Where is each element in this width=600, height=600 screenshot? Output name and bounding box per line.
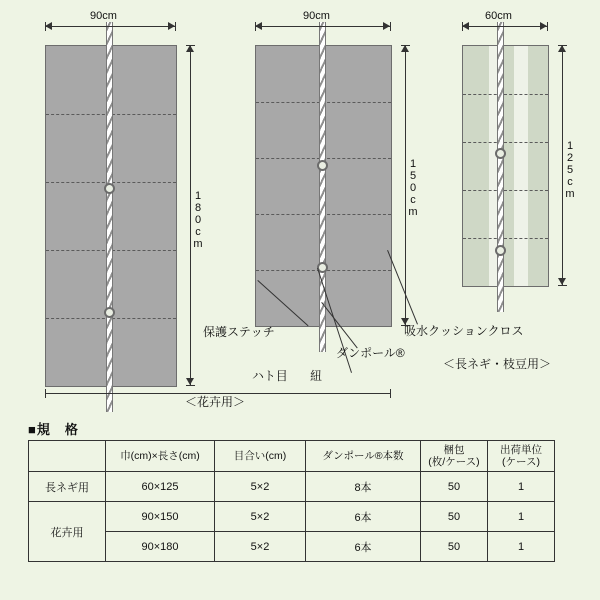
row-name: 長ネギ用	[29, 472, 106, 502]
row-poles: 6本	[306, 532, 421, 562]
row-pack: 50	[421, 532, 488, 562]
dimension-line-width	[45, 26, 175, 27]
header-pack-line1: 梱包	[443, 444, 465, 456]
table-header-row	[29, 441, 555, 472]
table-row	[29, 532, 555, 562]
row-unit: 1	[488, 472, 555, 502]
row-pack: 50	[421, 502, 488, 532]
row-unit: 1	[488, 502, 555, 532]
callout-eyelet: ハト目	[252, 369, 288, 383]
caption-negi: ＜長ネギ・枝豆用＞	[443, 357, 552, 371]
row-unit: 1	[488, 532, 555, 562]
dimension-arrow	[186, 378, 194, 385]
dimension-arrow	[401, 45, 409, 52]
panel-height-label: 125cm	[564, 140, 576, 200]
row-mesh: 5×2	[215, 532, 306, 562]
panel-height-label: 150cm	[407, 158, 419, 218]
row-mesh: 5×2	[215, 502, 306, 532]
header-blank	[29, 441, 106, 472]
table-row	[29, 502, 555, 532]
dimension-tick	[390, 22, 391, 31]
header-size: 巾(cm)×長さ(cm)	[106, 441, 215, 472]
eyelet-icon	[317, 160, 328, 171]
dimension-tick	[390, 389, 391, 398]
dimension-arrow	[168, 22, 175, 30]
eyelet-icon	[495, 148, 506, 159]
panel-width-label: 60cm	[485, 10, 512, 22]
header-pack-line2: (枚/ケース)	[428, 456, 480, 469]
panel-row-divider	[463, 142, 548, 143]
panel-row-divider	[463, 190, 548, 191]
dimension-tick	[186, 385, 195, 386]
header-unit-line2: (ケース)	[502, 456, 540, 469]
panel-width-label: 90cm	[303, 10, 330, 22]
row-poles: 6本	[306, 502, 421, 532]
flower-range-line	[45, 393, 390, 394]
eyelet-icon	[104, 307, 115, 318]
row-mesh: 5×2	[215, 472, 306, 502]
callout-stitch: 保護ステッチ	[203, 325, 275, 339]
dimension-tick	[558, 285, 567, 286]
dimension-tick	[175, 22, 176, 31]
dimension-arrow	[383, 22, 390, 30]
dimension-arrow	[45, 22, 52, 30]
row-pack: 50	[421, 472, 488, 502]
callout-cord: 紐	[310, 369, 323, 383]
header-poles: ダンポール®本数	[306, 441, 421, 472]
callout-dampole: ダンポール®	[336, 346, 405, 360]
panel-row-divider	[463, 238, 548, 239]
callout-cloth: 吸水クッションクロス	[404, 324, 524, 338]
header-pack	[421, 441, 488, 472]
row-poles: 8本	[306, 472, 421, 502]
dimension-line-height	[405, 45, 406, 325]
spec-title: ■規 格	[28, 422, 79, 437]
row-size: 90×150	[106, 502, 215, 532]
header-unit-line1: 出荷単位	[500, 444, 542, 456]
spec-table	[28, 440, 555, 562]
dimension-arrow	[540, 22, 547, 30]
panel-height-label: 180cm	[192, 190, 204, 250]
dimension-line-width	[462, 26, 547, 27]
eyelet-icon	[104, 183, 115, 194]
dampole-cord	[106, 22, 113, 412]
eyelet-icon	[495, 245, 506, 256]
panel-stripe	[514, 46, 528, 286]
caption-flower: ＜花卉用＞	[182, 396, 248, 408]
dimension-arrow	[255, 22, 262, 30]
dampole-cord	[497, 22, 504, 312]
header-mesh: 目合い(cm)	[215, 441, 306, 472]
header-unit	[488, 441, 555, 472]
dimension-tick	[45, 389, 46, 398]
dimension-tick	[547, 22, 548, 31]
dimension-arrow	[462, 22, 469, 30]
panel-row-divider	[463, 94, 548, 95]
dimension-line-height	[562, 45, 563, 285]
row-name: 花卉用	[29, 502, 106, 562]
row-size: 90×180	[106, 532, 215, 562]
dimension-line-height	[190, 45, 191, 385]
dimension-arrow	[558, 278, 566, 285]
dimension-arrow	[186, 45, 194, 52]
table-row	[29, 472, 555, 502]
dimension-arrow	[558, 45, 566, 52]
row-size: 60×125	[106, 472, 215, 502]
dimension-line-width	[255, 26, 390, 27]
panel-width-label: 90cm	[90, 10, 117, 22]
